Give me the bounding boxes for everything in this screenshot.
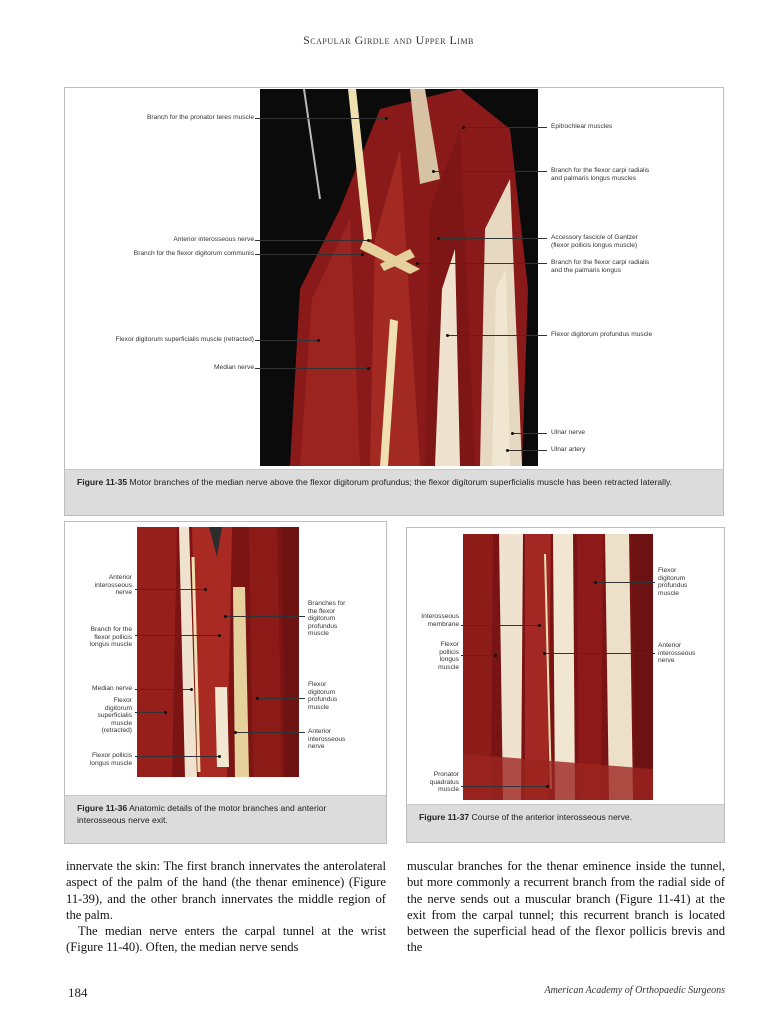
figure-11-37	[406, 527, 725, 843]
fig35-pointer-dot	[367, 239, 370, 242]
fig35-pointer-dot	[511, 432, 514, 435]
body-column-left	[66, 858, 386, 956]
dissection-image	[463, 534, 653, 800]
fig35-leader	[255, 340, 317, 341]
fig35-pointer-dot	[367, 367, 370, 370]
fig35-label-fcr-palmaris-branch-2: Branch for the flexor carpi radialis and the palmaris longus	[551, 259, 650, 274]
fig36-label-fpl-muscle: Flexor pollicis longus muscle	[89, 752, 132, 767]
fig37-leader	[461, 625, 539, 626]
fig37-leader	[461, 786, 547, 787]
fig36-pointer-dot	[218, 755, 221, 758]
fig35-label-pronator-teres-branch: Branch for the pronator teres muscle	[146, 114, 254, 121]
fig37-label-interosseous-membrane: Interosseous membrane	[421, 613, 459, 628]
body-paragraph: The median nerve enters the carpal tunnel at the wrist (Figure 11-40). Often, the median nerve sends	[66, 924, 386, 955]
fig35-leader	[438, 238, 547, 239]
figure-number: Figure 11-37	[419, 812, 470, 822]
fig37-pointer-dot	[538, 624, 541, 627]
fig35-pointer-dot	[432, 170, 435, 173]
body-column-right	[407, 858, 725, 956]
fig36-leader	[135, 635, 219, 636]
fig35-leader	[447, 335, 547, 336]
fig37-leader	[595, 582, 655, 583]
fig36-label-fds-retracted: Flexor digitorum superficialis muscle (retracted)	[97, 697, 132, 735]
page-number: 184	[68, 985, 88, 1000]
figure-number: Figure 11-36	[77, 803, 128, 813]
fig35-pointer-dot	[446, 334, 449, 337]
fig36-pointer-dot	[164, 711, 167, 714]
fig37-label-fpl-muscle: Flexor pollicis longus muscle	[438, 641, 459, 671]
fig37-pointer-dot	[494, 654, 497, 657]
figure-11-36-photo	[137, 527, 299, 777]
fig37-leader	[461, 655, 495, 656]
fig37-label-fdp-muscle: Flexor digitorum profundus muscle	[658, 567, 688, 597]
fig36-label-median-nerve: Median nerve	[92, 685, 132, 692]
fig36-leader	[135, 589, 205, 590]
fig35-label-gantzer-fascicle: Accessory fascicle of Gantzer (flexor pollicis longus muscle)	[551, 234, 638, 249]
fig36-label-fpl-branch: Branch for the flexor pollicis longus muscle	[89, 626, 132, 649]
fig36-label-fdp-muscle: Flexor digitorum profundus muscle	[308, 681, 338, 711]
fig35-pointer-dot	[385, 117, 388, 120]
fig37-label-pronator-quadratus: Pronator quadratus muscle	[429, 771, 459, 794]
fig35-label-flexor-digitorum-communis-branch: Branch for the flexor digitorum communis	[133, 250, 254, 257]
caption-text: Course of the anterior interosseous nerve.	[471, 812, 633, 822]
fig36-leader	[135, 689, 191, 690]
figure-11-36	[64, 521, 387, 844]
fig36-leader	[135, 712, 165, 713]
fig36-pointer-dot	[224, 615, 227, 618]
fig35-pointer-dot	[416, 262, 419, 265]
figure-11-37-caption	[407, 804, 724, 842]
fig35-pointer-dot	[361, 253, 364, 256]
dissection-image	[137, 527, 299, 777]
fig35-leader	[512, 433, 547, 434]
fig35-label-median-nerve: Median nerve	[214, 364, 254, 371]
figure-11-36-caption	[65, 795, 386, 843]
fig35-pointer-dot	[317, 339, 320, 342]
fig35-leader	[255, 118, 385, 119]
body-paragraph: muscular branches for the thenar eminence inside the tunnel, but more commonly a recurrent branch from the radial side of the nerve sends out a muscular branch (Figure 11-41) at the exit from the carpal tunnel; this recurrent branch is located between the superficial head of the flexor pollicis brevis and the	[407, 859, 725, 955]
fig36-leader	[225, 616, 305, 617]
fig37-pointer-dot	[594, 581, 597, 584]
fig36-leader	[235, 732, 305, 733]
publisher-footer: American Academy of Orthopaedic Surgeons	[544, 985, 725, 996]
fig35-pointer-dot	[437, 237, 440, 240]
fig36-pointer-dot	[234, 731, 237, 734]
dissection-image	[260, 89, 538, 466]
fig35-pointer-dot	[462, 126, 465, 129]
fig37-label-anterior-interosseous-nerve: Anterior interosseous nerve	[658, 642, 696, 665]
fig36-label-anterior-interosseous-nerve: Anterior interosseous nerve	[94, 574, 132, 597]
fig35-label-epitrochlear-muscles: Epitrochlear muscles	[551, 123, 613, 130]
fig35-label-ulnar-nerve: Ulnar nerve	[551, 429, 586, 436]
fig35-label-fdp-muscle: Flexor digitorum profundus muscle	[551, 331, 653, 338]
body-paragraph: innervate the skin: The first branch innervates the anterolateral aspect of the palm of the hand (the thenar eminence) (Figure 11-39), and the other branch innervates the middle region of the palm.	[66, 859, 386, 922]
figure-11-35-photo	[260, 89, 538, 466]
fig36-leader	[257, 698, 305, 699]
fig35-label-ulnar-artery: Ulnar artery	[551, 446, 586, 453]
fig37-pointer-dot	[546, 785, 549, 788]
caption-text: Anatomic details of the motor branches and anterior interosseous nerve exit.	[77, 803, 327, 825]
fig37-pointer-dot	[543, 652, 546, 655]
fig35-label-anterior-interosseous-nerve: Anterior interosseous nerve	[173, 236, 254, 243]
fig37-leader	[544, 653, 655, 654]
figure-number: Figure 11-35	[77, 477, 128, 487]
fig36-pointer-dot	[256, 697, 259, 700]
fig35-leader	[417, 263, 547, 264]
fig35-label-fcr-palmaris-branch: Branch for the flexor carpi radialis and palmaris longus muscles	[551, 167, 650, 182]
figure-11-35-caption	[65, 469, 723, 515]
fig35-leader	[507, 450, 547, 451]
figure-11-37-photo	[463, 534, 653, 800]
fig36-pointer-dot	[204, 588, 207, 591]
running-head: Scapular Girdle and Upper Limb	[303, 33, 474, 47]
fig36-pointer-dot	[218, 634, 221, 637]
fig35-leader	[255, 368, 367, 369]
fig36-pointer-dot	[190, 688, 193, 691]
fig35-leader	[255, 240, 368, 241]
fig35-leader	[463, 127, 547, 128]
fig35-label-fds-retracted: Flexor digitorum superficialis muscle (retracted)	[115, 336, 254, 343]
fig35-leader	[255, 254, 361, 255]
fig36-label-anterior-interosseous-nerve-2: Anterior interosseous nerve	[308, 728, 346, 751]
fig36-leader	[135, 756, 219, 757]
caption-text: Motor branches of the median nerve above the flexor digitorum profundus; the flexor digitorum superficialis muscle has been retracted laterally.	[129, 477, 673, 487]
fig35-leader	[433, 171, 547, 172]
figure-11-35	[64, 87, 724, 516]
fig35-pointer-dot	[506, 449, 509, 452]
fig36-label-fdp-branches: Branches for the flexor digitorum profundus muscle	[308, 600, 346, 638]
